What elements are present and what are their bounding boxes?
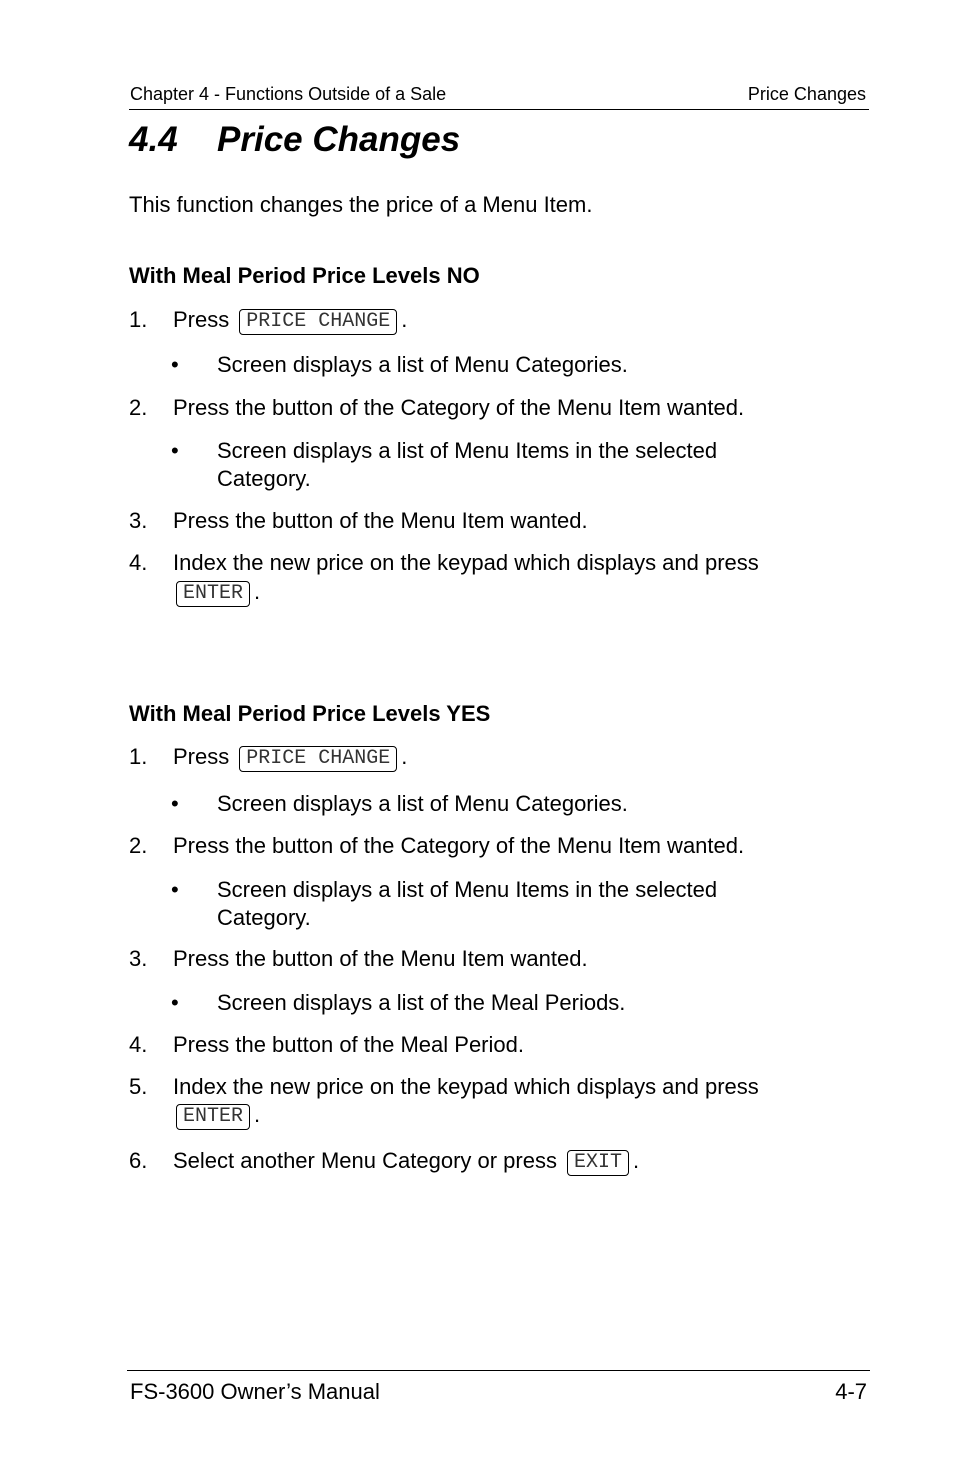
step-number: 6. [129, 1148, 148, 1173]
subheading-no: With Meal Period Price Levels NO [129, 263, 480, 288]
step-number: 4. [129, 550, 148, 575]
page-footer [127, 1370, 870, 1411]
step-text: Press the button of the Category of the Menu Item wanted. [173, 833, 745, 858]
step-number: 2. [129, 833, 148, 858]
step-punct: . [254, 579, 261, 604]
bullet-icon: • [171, 791, 179, 816]
step-number: 5. [129, 1074, 148, 1099]
intro-paragraph: This function changes the price of a Menu Item. [129, 192, 593, 217]
price-change-key: PRICE CHANGE [239, 309, 397, 335]
step-text: Press [173, 307, 230, 332]
footer-manual-title: FS-3600 Owner’s Manual [130, 1379, 380, 1404]
section-number: 4.4 [129, 120, 178, 159]
bullet-text: Screen displays a list of Menu Items in the selected Category. [217, 438, 718, 491]
step-number: 2. [129, 395, 148, 420]
bullet-text: Screen displays a list of Menu Items in the selected Category. [217, 877, 718, 930]
bullet-icon: • [171, 877, 179, 902]
bullet-text: Screen displays a list of Menu Categories. [217, 791, 628, 816]
step-text: Index the new price on the keypad which displays and press [173, 1074, 759, 1099]
step-punct: . [254, 1102, 261, 1127]
page-header [129, 83, 869, 110]
header-section: Price Changes [747, 84, 866, 104]
subheading-yes: With Meal Period Price Levels YES [129, 701, 491, 726]
header-chapter: Chapter 4 - Functions Outside of a Sale [130, 84, 447, 104]
step-punct: . [401, 744, 408, 769]
bullet-icon: • [171, 352, 179, 377]
exit-key: EXIT [567, 1150, 629, 1176]
bullet-icon: • [171, 990, 179, 1015]
step-number: 3. [129, 508, 148, 533]
step-text: Select another Menu Category or press [173, 1148, 557, 1173]
step-text: Press [173, 744, 230, 769]
bullet-icon: • [171, 438, 179, 463]
step-text: Press the button of the Menu Item wanted. [173, 946, 588, 971]
bullet-text: Screen displays a list of Menu Categories. [217, 352, 628, 377]
step-number: 4. [129, 1032, 148, 1057]
price-change-key: PRICE CHANGE [239, 746, 397, 772]
bullet-text: Screen displays a list of the Meal Periods. [217, 990, 626, 1015]
step-punct: . [633, 1148, 640, 1173]
page-title [129, 120, 460, 160]
enter-key: ENTER [176, 581, 250, 607]
step-text: Press the button of the Meal Period. [173, 1032, 524, 1057]
step-number: 1. [129, 744, 148, 769]
step-text: Press the button of the Menu Item wanted. [173, 508, 588, 533]
section-title: Price Changes [217, 120, 461, 159]
step-text: Press the button of the Category of the Menu Item wanted. [173, 395, 745, 420]
step-punct: . [401, 307, 408, 332]
step-text: Index the new price on the keypad which displays and press [173, 550, 759, 575]
enter-key: ENTER [176, 1104, 250, 1130]
step-number: 1. [129, 307, 148, 332]
step-number: 3. [129, 946, 148, 971]
page-number: 4-7 [835, 1379, 867, 1404]
